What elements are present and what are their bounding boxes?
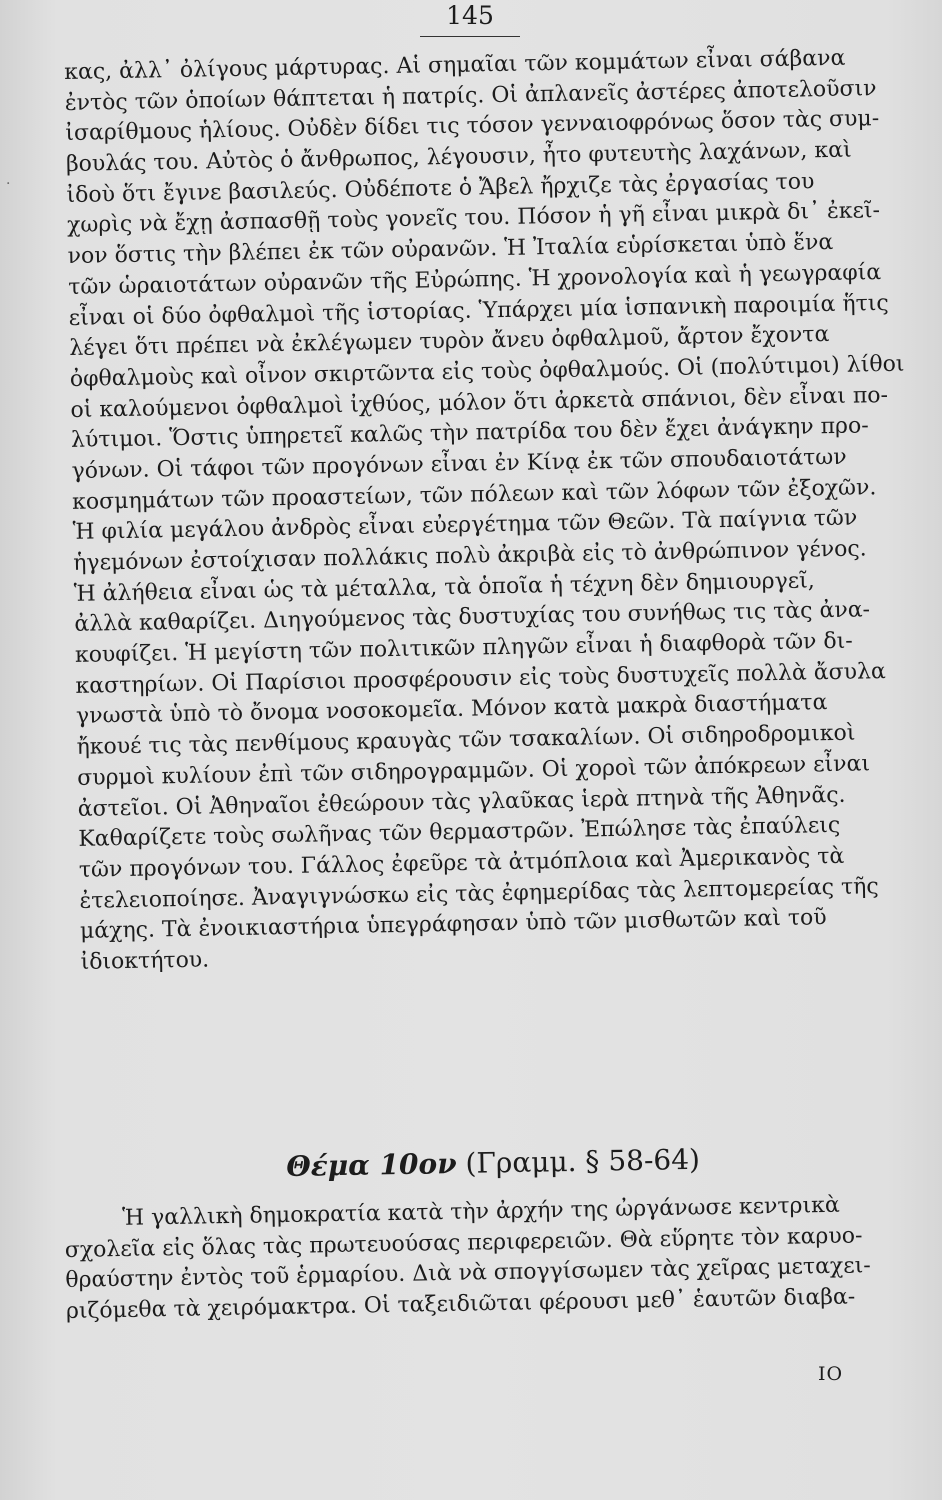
text-line: τῶν ὡραιοτάτων οὐρανῶν τῆς Εὐρώπης. Ἡ χρονολογία καὶ ἡ γεωγραφία [67,259,882,300]
text-line: ὀφθαλμοὺς καὶ οἶνον σκιρτῶντα εἰς τοὺς ὀφθαλμούς. Οἱ (πολύτιμοι) λίθοι [69,351,905,392]
text-line: ἰδοὺ ὅτι ἔγινε βασιλεύς. Οὐδέποτε ὁ Ἄβελ ἤρχιζε τὰς ἐργασίας του [66,169,815,208]
text-line: ἀστεῖοι. Οἱ Ἀθηναῖοι ἐθεώρουν τὰς γλαῦκας ἱερὰ πτηνὰ τῆς Ἀθηνᾶς. [77,782,846,822]
text-line: βουλάς του. Αὐτὸς ὁ ἄνθρωπος, λέγουσιν, ἦτο φυτευτὴς λαχάνων, καὶ [65,137,852,178]
text-line: γνωστὰ ὑπὸ τὸ ὄνομα νοσοκομεῖα. Μόνον κατὰ μακρὰ διαστήματα [75,690,828,730]
text-line: εἶναι οἱ δύο ὀφθαλμοὶ τῆς ἱστορίας. Ὑπάρχει μία ἱσπανικὴ παροιμία ἥτις [68,290,889,331]
text-line: γόνων. Οἱ τάφοι τῶν προγόνων εἶναι ἐν Κίνᾳ ἐκ τῶν σπουδαιοτάτων [71,444,847,484]
text-line: Καθαρίζετε τοὺς σωλῆνας τῶν θερμαστρῶν. Ἐπώλησε τὰς ἐπαύλεις [78,813,841,853]
page-number: 145 [446,1,494,30]
text-line: νον ὅστις τὴν βλέπει ἐκ τῶν οὐρανῶν. Ἡ Ἰταλία εὑρίσκεται ὑπὸ ἕνα [67,230,834,270]
text-line: Ἡ φιλία μεγάλου ἀνδρὸς εἶναι εὐεργέτημα τῶν Θεῶν. Τὰ παίγνια τῶν [72,505,858,546]
margin-mark: · [6,176,11,192]
text-line: ριζόμεθα τὰ χειρόμακτρα. Οἱ ταξειδιῶται φέρουσι μεθ᾽ ἑαυτῶν διαβα- [65,1284,856,1325]
text-line: ἐτελειοποίησε. Ἀναγιγνώσκω εἰς τὰς ἐφημερίδας τὰς λεπτομερείας τῆς [79,873,879,914]
text-line: λέγει ὅτι πρέπει νὰ ἐκλέγωμεν τυρὸν ἄνευ ὀφθαλμοῦ, ἄρτον ἔχοντα [69,322,830,362]
text-line: χωρὶς νὰ ἔχῃ ἀσπασθῇ τοὺς γονεῖς του. Πόσον ἡ γῆ εἶναι μικρὰ δι᾽ ἐκεῖ- [66,198,881,239]
text-line: ἀλλὰ καθαρίζει. Διηγούμενος τὰς δυστυχίας του συνήθως τις τὰς ἀνα- [74,597,871,638]
text-line: καστηρίων. Οἱ Παρίσιοι προσφέρουσιν εἰς τοὺς δυστυχεῖς πολλὰ ἄσυλα [75,658,887,699]
text-line: κουφίζει. Ἡ μεγίστη τῶν πολιτικῶν πληγῶν εἶναι ἡ διαφθορὰ τῶν δι- [74,628,853,668]
text-line: ἐντὸς τῶν ὁποίων θάπτεται ἡ πατρίς. Οἱ ἀπλανεῖς ἀστέρες ἀποτελοῦσιν [64,75,877,116]
section-title-label: Θέμα 10ον [286,1147,457,1183]
text-line: κοσμημάτων τῶν προαστείων, τῶν πόλεων καὶ τῶν λόφων τῶν ἐξοχῶν. [71,474,877,515]
text-line: ἤκουέ τις τὰς πενθίμους κραυγὰς τῶν τσακαλίων. Οἱ σιδηροδρομικοὶ [76,720,856,761]
text-line: μάχης. Τὰ ἐνοικιαστήρια ὑπεγράφησαν ὑπὸ τῶν μισθωτῶν καὶ τοῦ [79,905,827,945]
header-rule [420,36,520,37]
text-line: ἰσαρίθμους ἡλίους. Οὐδὲν δίδει τις τόσον γενναιοφρόνως ὅσον τὰς συμ- [65,106,880,147]
section-title-reference: (Γραμμ. § 58-64) [456,1142,701,1181]
text-line: Ἡ ἀλήθεια εἶναι ὡς τὰ μέταλλα, τὰ ὁποῖα ἡ τέχνη δὲν δημιουργεῖ, [73,568,816,607]
section-title [286,1139,747,1187]
paragraph-exercises [64,42,929,978]
text-line: συρμοὶ κυλίουν ἐπὶ τῶν σιδηρογραμμῶν. Οἱ χοροὶ τῶν ἀπόκρεων εἶναι [76,751,871,791]
text-line: θραύστην ἐντὸς τοῦ ἑρμαρίου. Διὰ νὰ σπογγίσωμεν τὰς χεῖρας μεταχει- [65,1253,871,1294]
text-line: κας, ἀλλ᾽ ὀλίγους μάρτυρας. Αἱ σημαῖαι τῶν κομμάτων εἶναι σάβανα [64,45,846,85]
text-line: οἱ καλούμενοι ὀφθαλμοὶ ἰχθύος, μόλον ὅτι ἀρκετὰ σπάνιοι, δὲν εἶναι πο- [70,382,889,423]
text-line: ἡγεμόνων ἐστοίχισαν πολλάκις πολὺ ἀκριβὰ εἰς τὸ ἀνθρώπινον γένος. [73,536,867,576]
signature-mark: ΙΟ [818,1363,844,1385]
text-line: τῶν προγόνων του. Γάλλος ἐφεῦρε τὰ ἀτμόπλοια καὶ Ἀμερικανὸς τὰ [78,843,845,883]
text-line: ἰδιοκτήτου. [80,947,210,975]
text-line: σχολεῖα εἰς ὅλας τὰς πρωτευούσας περιφερειῶν. Θὰ εὕρητε τὸν καρυο- [64,1223,863,1263]
text-line: Ἡ γαλλικὴ δημοκρατία κατὰ τὴν ἀρχήν της ὠργάνωσε κεντρικὰ [122,1192,840,1231]
paragraph-theme-10 [64,1189,914,1327]
text-line: λύτιμοι. Ὅστις ὑπηρετεῖ καλῶς τὴν πατρίδα του δὲν ἔχει ἀνάγκην προ- [70,413,869,454]
